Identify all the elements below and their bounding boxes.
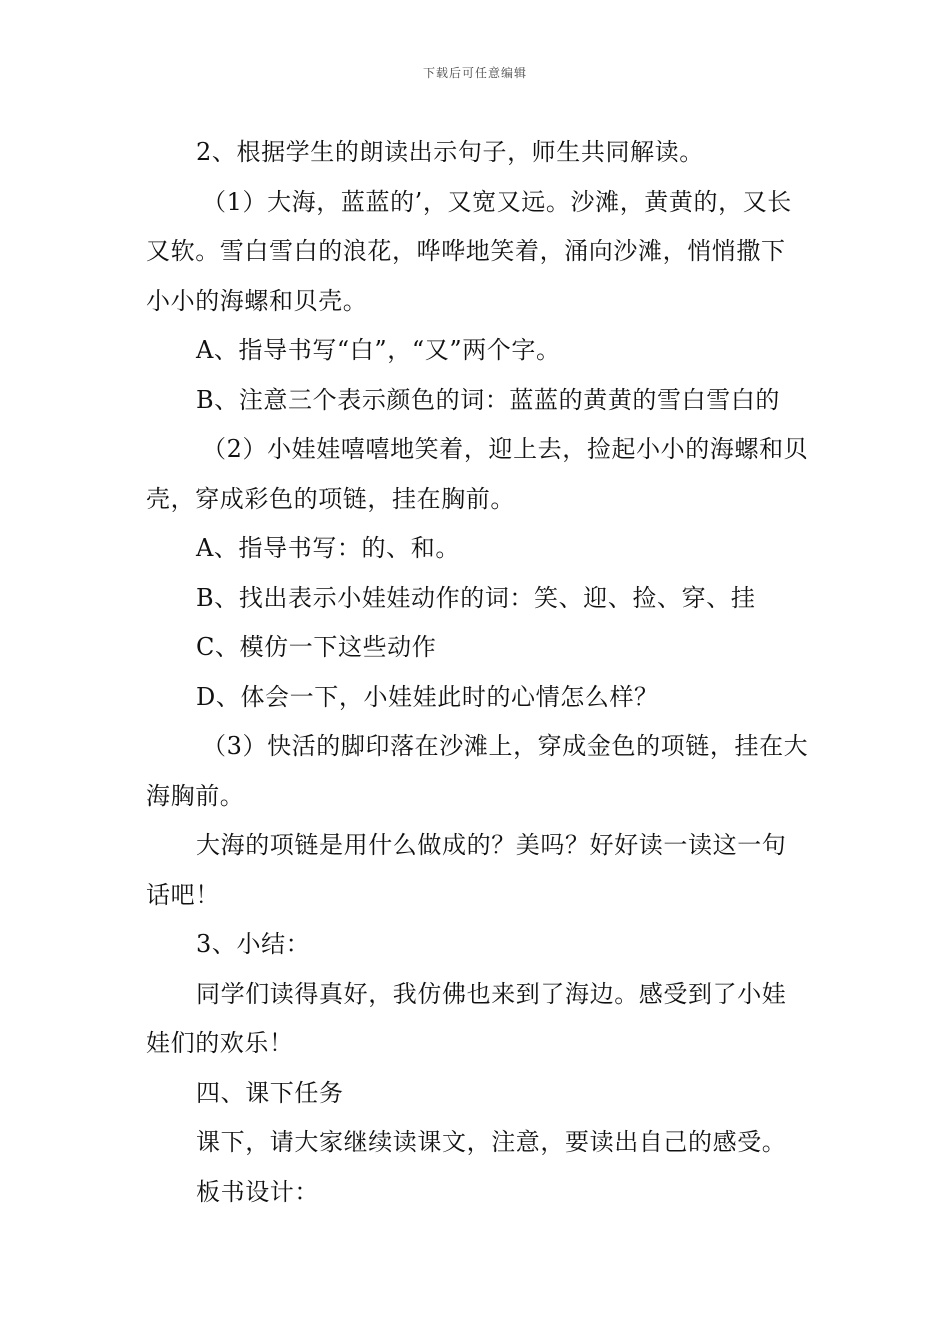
paragraph-quote-1: （1）大海，蓝蓝的’，又宽又远。沙滩，黄黄的，又长又软。雪白雪白的浪花，哗哗地笑着，涌向沙滩，悄悄撒下小小的海螺和贝壳。 xyxy=(146,187,792,315)
paragraph-step-2: 2、根据学生的朗读出示句子，师生共同解读。 xyxy=(196,138,704,166)
paragraph-quote-3: （3）快活的脚印落在沙滩上，穿成金色的项链，挂在大海胸前。 xyxy=(146,732,809,810)
paragraph-step-3: 3、小结： xyxy=(196,930,311,958)
paragraph-2d: D、体会一下，小娃娃此时的心情怎么样？ xyxy=(196,682,659,711)
document-body xyxy=(146,128,810,1217)
paragraph-2a: A、指导书写：的、和。 xyxy=(196,534,460,562)
paragraph-summary: 同学们读得真好，我仿佛也来到了海边。感受到了小娃娃们的欢乐！ xyxy=(146,979,787,1057)
paragraph-question: 大海的项链是用什么做成的？美吗？好好读一读这一句话吧！ xyxy=(146,831,787,909)
paragraph-quote-2: （2）小娃娃嘻嘻地笑着，迎上去，捡起小小的海螺和贝壳，穿成彩色的项链，挂在胸前。 xyxy=(146,435,809,513)
page-header: 下载后可任意编辑 xyxy=(422,66,527,80)
paragraph-board-design: 板书设计： xyxy=(196,1177,319,1206)
paragraph-homework: 课下，请大家继续读课文，注意，要读出自己的感受。 xyxy=(196,1128,787,1156)
paragraph-2b: B、找出表示小娃娃动作的词：笑、迎、捡、穿、挂 xyxy=(196,583,756,612)
paragraph-1a: A、指导书写“白”，“又”两个字。 xyxy=(196,336,561,364)
paragraph-section-4: 四、课下任务 xyxy=(196,1078,344,1107)
paragraph-2c: C、模仿一下这些动作 xyxy=(196,633,437,661)
paragraph-1b: B、注意三个表示颜色的词：蓝蓝的黄黄的雪白雪白的 xyxy=(196,385,781,414)
